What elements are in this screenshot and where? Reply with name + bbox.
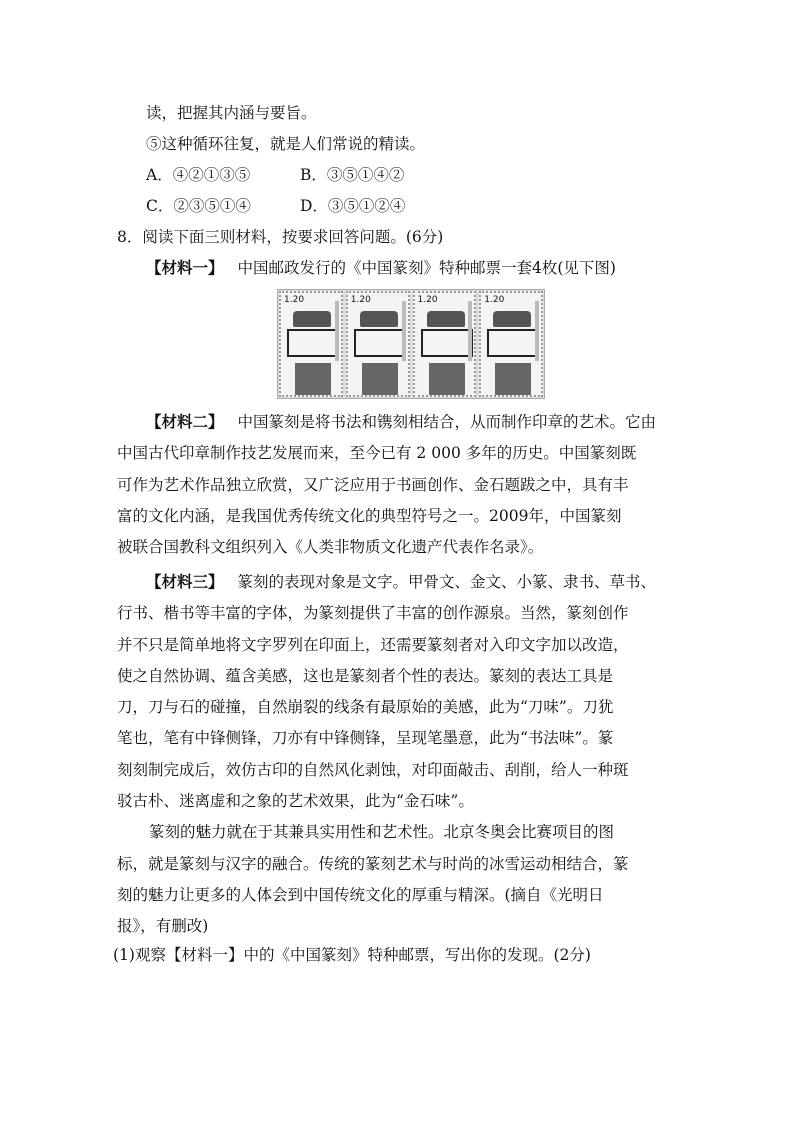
question-title: 8．阅读下面三则材料，按要求回答问题。(6分) [117, 228, 444, 246]
sub-question-1: (1)观察【材料一】中的《中国篆刻》特种邮票，写出你的发现。(2分) [113, 946, 591, 964]
material-1-text: 中国邮政发行的《中国篆刻》特种邮票一套4枚(见下图) [237, 259, 616, 277]
stamp-side-text [335, 301, 339, 361]
stamp-side-text [535, 301, 539, 361]
seal-icon [493, 311, 531, 327]
option-d: D．③⑤①②④ [300, 197, 406, 215]
seal-script-glyph [487, 329, 539, 357]
material-3-line: 并不只是简单地将文字罗列在印面上，还需要篆刻者对入印文字加以改造， [117, 635, 629, 654]
material-3-line: 刻的魅力让更多的人体会到中国传统文化的厚重与精深。(摘自《光明日 [117, 885, 604, 904]
material-3-line: 篆刻的魅力就在于其兼具实用性和艺术性。北京冬奥会比赛项目的图 [149, 823, 615, 842]
seal-script-glyph [421, 329, 473, 357]
stamp-3 [413, 291, 477, 397]
material-2-line: 中国古代印章制作技艺发展而来，至今已有 2 000 多年的历史。中国篆刻既 [117, 444, 637, 463]
seal-icon [360, 311, 398, 327]
stamp-value: 1.20 [417, 295, 438, 305]
stamp-value: 1.20 [484, 295, 505, 305]
material-2-line: 富的文化内涵，是我国优秀传统文化的典型符号之一。2009年，中国篆刻 [117, 506, 622, 525]
option-a: A．④②①③⑤ [146, 166, 251, 184]
material-1-tag: 【材料一】 [146, 258, 224, 277]
material-2-tag: 【材料二】 [146, 412, 224, 431]
stamp-set-image [277, 289, 545, 399]
stamp-2 [346, 291, 410, 397]
line-top-2: ⑤这种循环往复，就是人们常说的精读。 [146, 135, 426, 153]
material-2-line: 可作为艺术作品独立欣赏，又广泛应用于书画创作、金石题跋之中，具有丰 [117, 475, 629, 494]
stamp-side-text [402, 301, 406, 361]
seal-icon [427, 311, 465, 327]
material-3-line: 刀，刀与石的碰撞，自然崩裂的线条有最原始的美感，此为“刀味”。刀犹 [117, 698, 614, 717]
material-3-line: 使之自然协调、蕴含美感，这也是篆刻者个性的表达。篆刻的表达工具是 [117, 666, 614, 685]
material-3-tag: 【材料三】 [146, 572, 224, 591]
stamp-value: 1.20 [350, 295, 371, 305]
material-3-line: 驳古朴、迷离虚和之象的艺术效果，此为“金石味”。 [117, 792, 474, 811]
material-3-line: 笔也，笔有中锋侧锋，刀亦有中锋侧锋，呈现笔墨意，此为“书法味”。篆 [117, 729, 614, 748]
material-2-line: 被联合国教科文组织列入《人类非物质文化遗产代表作名录》。 [117, 538, 544, 557]
seal-impression [429, 363, 465, 395]
line-top-1: 读，把握其内涵与要旨。 [146, 104, 317, 122]
seal-impression [295, 363, 331, 395]
seal-impression [495, 363, 531, 395]
option-c: C．②③⑤①④ [146, 197, 251, 215]
seal-script-glyph [287, 329, 339, 357]
material-2-line: 中国篆刻是将书法和镌刻相结合，从而制作印章的艺术。它由 [237, 413, 657, 431]
seal-script-glyph [354, 329, 406, 357]
seal-impression [362, 363, 398, 395]
option-b: B．③⑤①④② [300, 166, 405, 184]
stamp-value: 1.20 [284, 295, 305, 305]
material-1 [146, 258, 616, 278]
material-3-line: 刻刻制完成后，效仿古印的自然风化剥蚀，对印面敲击、刮削，给人一种斑 [117, 760, 629, 779]
stamp-1 [279, 291, 343, 397]
material-3 [117, 566, 656, 943]
material-2 [117, 406, 656, 563]
material-3-line: 篆刻的表现对象是文字。甲骨文、金文、小篆、隶书、草书、 [237, 573, 657, 591]
stamp-side-text [468, 301, 472, 361]
material-3-line: 行书、楷书等丰富的字体，为篆刻提供了丰富的创作源泉。当然，篆刻创作 [117, 604, 629, 623]
material-3-line: 报》，有删改) [117, 917, 209, 936]
material-3-line: 标，就是篆刻与汉字的融合。传统的篆刻艺术与时尚的冰雪运动相结合，篆 [117, 854, 629, 873]
stamp-4 [479, 291, 543, 397]
seal-icon [293, 311, 331, 327]
